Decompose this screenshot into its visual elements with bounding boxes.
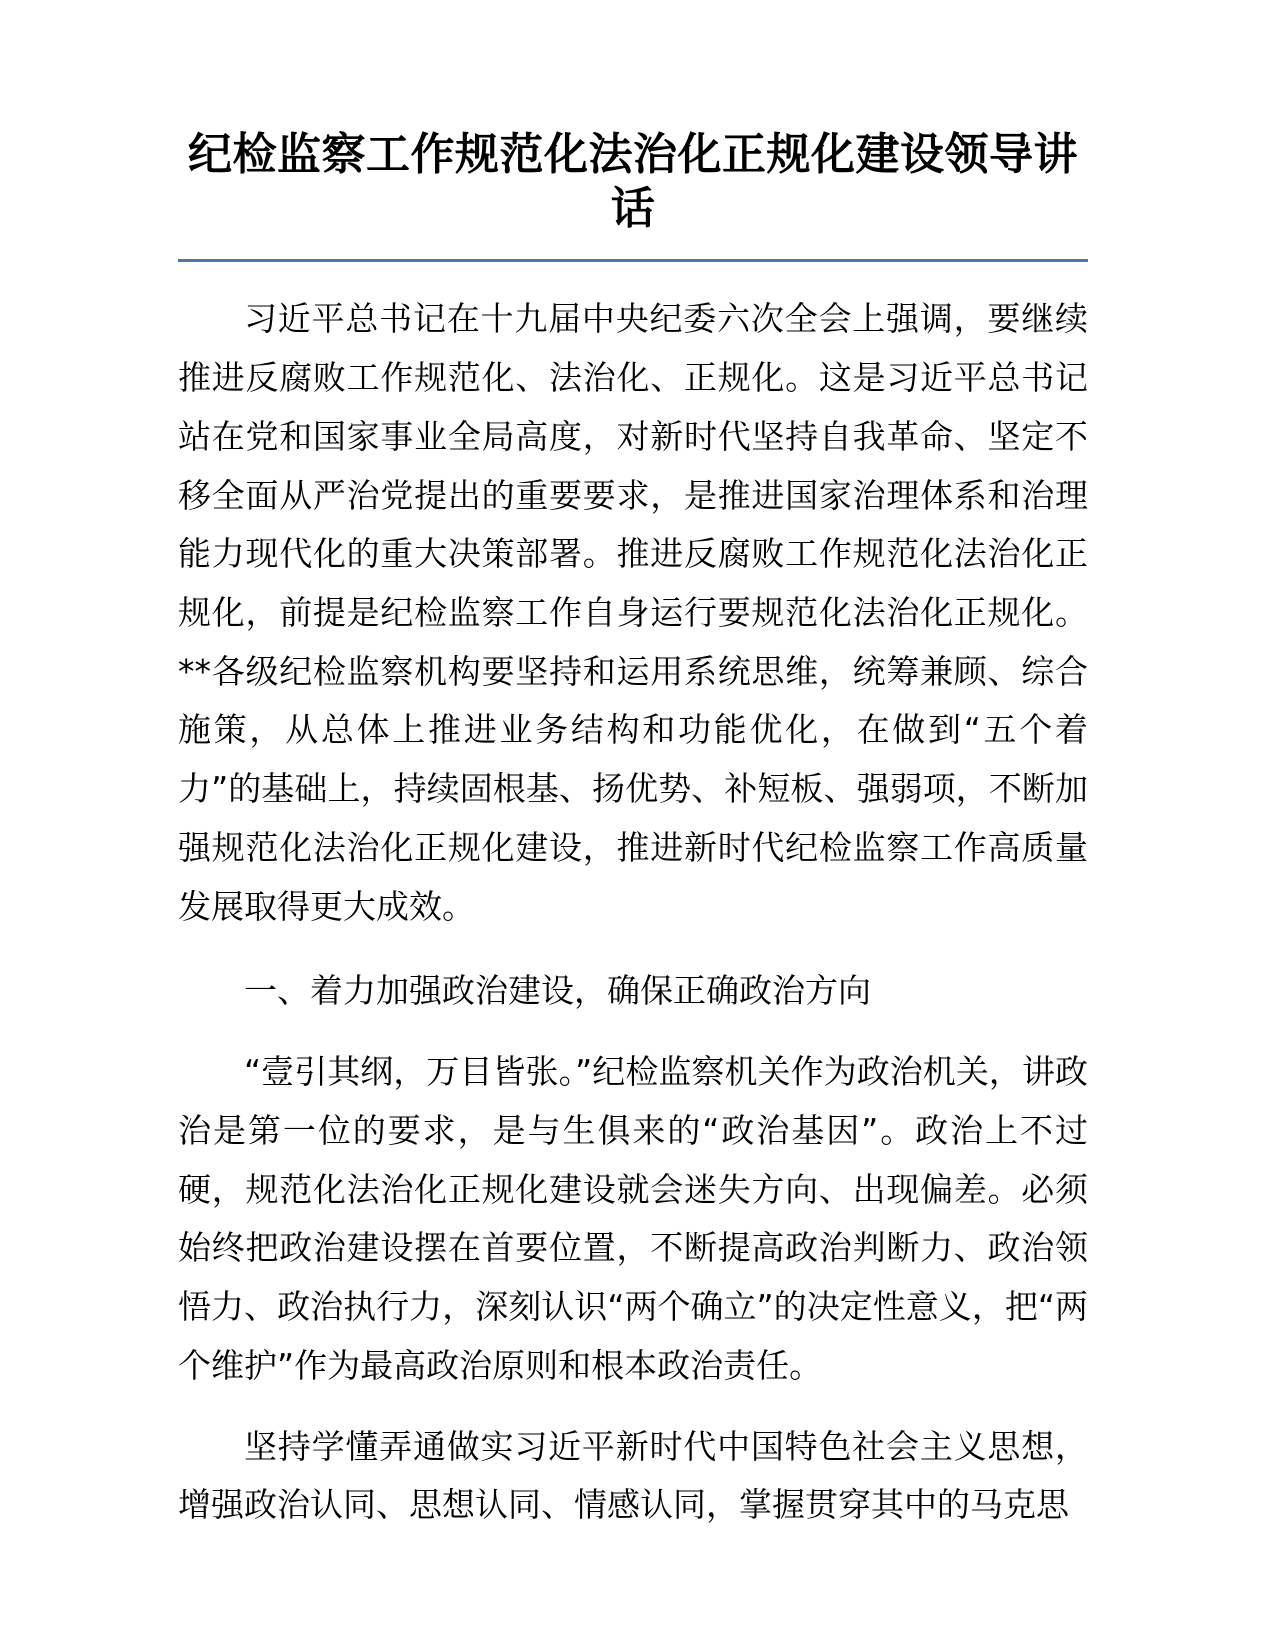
page-title: 纪检监察工作规范化法治化正规化建设领导讲话 <box>188 129 1078 234</box>
document-content <box>178 0 1088 1535</box>
paragraph-1: 习近平总书记在十九届中央纪委六次全会上强调，要继续推进反腐败工作规范化、法治化、正规化。这是习近平总书记站在党和国家事业全局高度，对新时代坚持自我革命、坚定不移全面从严治党提出的重要要求，是推进国家治理体系和治理能力现代化的重大决策部署。推进反腐败工作规范化法治化正规化，前提是纪检监察工作自身运行要规范化法治化正规化。**各级纪检监察机构要坚持和运用系统思维，统筹兼顾、综合施策，从总体上推进业务结构和功能优化，在做到“五个着力”的基础上，持续固根基、扬优势、补短板、强弱项，不断加强规范化法治化正规化建设，推进新时代纪检监察工作高质量发展取得更大成效。 <box>178 299 1088 926</box>
paragraph-3: 坚持学懂弄通做实习近平新时代中国特色社会主义思想，增强政治认同、思想认同、情感认同，掌握贯穿其中的马克思 <box>178 1426 1088 1525</box>
paragraph-2: “壹引其纲，万目皆张。”纪检监察机关作为政治机关，讲政治是第一位的要求，是与生俱来的“政治基因”。政治上不过硬，规范化法治化正规化建设就会迷失方向、出现偏差。必须始终把政治建设摆在首要位置，不断提高政治判断力、政治领悟力、政治执行力，深刻认识“两个确立”的决定性意义，把“两个维护”作为最高政治原则和根本政治责任。 <box>178 1052 1088 1385</box>
section-heading-1: 一、着力加强政治建设，确保正确政治方向 <box>244 971 871 1011</box>
